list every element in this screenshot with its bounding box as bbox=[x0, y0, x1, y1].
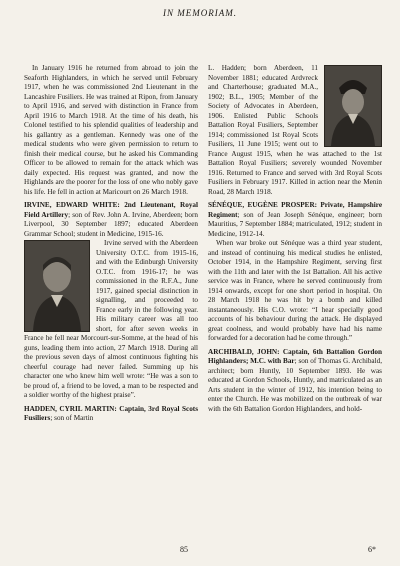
archibald-rank: : Captain, 6th Battalion Gordon Highlanders; M.C. with Bar bbox=[208, 347, 382, 365]
irvine-text-2: Irvine served with the Aberdeen University O.T.C. from 1915-16, and with the Edinburgh University O.T.C. from 1916-17; he was commissioned in the R.F.A., June 1917, gained special distinction in signalling, and proceeded to France early in the following year. His military career was all too short, for after seven weeks in France he fell near Morcourt-sur-Somme, at the head of his guns, leading them into action, 27 March 1918. During all the previous seven days of almost continuous fighting his cheerful courage had never failed. Summing up his character one who knew him well wrote: “He was a son to be proud of, a friend to be loved, a man to be respected and a soldier worthy of the highest praise”. bbox=[24, 239, 198, 399]
archibald-text: ; son of Thomas G. Archibald, architect; born Huntly, 10 September 1893. He was educated at Gordon Schools, Huntly, and matriculated as an Arts student in the winter of 1912, his intention being to enter the Church. He was mobilized on the outbreak of war with the 6th Battalion Gordon Highlanders, and hold- bbox=[208, 357, 383, 413]
kennedy-continuation: In January 1916 he returned from abroad to join the Seaforth Highlanders, in which he served until February 1917, when he was commissioned 2nd Lieutenant in the Lancashire Fusiliers. He was trained at Ripon, from January to April 1916, and served with distinction in France from April 1916 to March 1918. At the time of his death, his Colonel testified to his splendid qualities of leadership and his gallantry as a gentleman. Kennedy was one of the medical students who were given permission to return to finish their medical course, but he asked his Commanding Officer to be allowed to remain for the attack which was daily expected. His request was granted, and now the Highlands are the poorer for the loss of one who nobly gave his life. He fell in action at Maricourt on 26 March 1918. bbox=[24, 64, 198, 196]
irvine-entry bbox=[24, 201, 198, 239]
irvine-rank: : 2nd Lieutenant, Royal Field Artillery bbox=[24, 201, 198, 219]
archibald-name: ARCHIBALD, JOHN bbox=[208, 347, 278, 356]
archibald-entry bbox=[208, 348, 382, 415]
irvine-text-1: ; son of Rev. John A. Irvine, Aberdeen; born Liverpool, 30 September 1897; educated Aberdeen Grammar School; student in Medicine, 1915-16. bbox=[24, 210, 198, 238]
running-head: IN MEMORIAM. bbox=[163, 8, 237, 18]
hadden-portrait bbox=[324, 65, 382, 147]
hadden-entry bbox=[24, 405, 198, 424]
irvine-portrait bbox=[24, 240, 90, 332]
seneque-text-2: When war broke out Sénéque was a third year student, and instead of continuing his medical studies he enlisted, October 1914, in the Hampshire Regiment, serving first with the 11th and later with the 1st Battalion. All his active service was in France, where he served continuously from 1914 onwards, except for one short period in hospital. On 28 March 1918 he was hit by a bomb and killed instantaneously. His C.O. wrote: “I hear specially good accounts of his behaviour during the attack. He displayed great coolness, and would probably have had his name forwarded for a decoration had he come through.” bbox=[208, 239, 382, 342]
hadden-text: ; son of Martin bbox=[50, 414, 94, 422]
hadden-name: HADDEN, CYRIL MARTIN bbox=[24, 404, 115, 413]
signature-mark: 6* bbox=[368, 545, 376, 554]
seneque-rank: : Private, Hampshire Regiment bbox=[208, 201, 383, 219]
seneque-entry bbox=[208, 201, 382, 239]
seneque-text-1: ; son of Jean Joseph Sénéque, engineer; born Mauritius, 7 September 1884; matriculated, 1912; student in Medicine, 1912-14. bbox=[208, 210, 382, 238]
seneque-name: SÉNÉQUE, EUGÈNE PROSPER bbox=[208, 201, 315, 209]
hadden-rank: : Captain, 3rd Royal Scots Fusiliers bbox=[24, 404, 198, 422]
page-number: 85 bbox=[180, 545, 188, 554]
right-column bbox=[208, 64, 382, 414]
hadden-continuation: L. Hadden; born Aberdeen, 11 November 1881; educated Ardvreck and Charterhouse; graduated M.A., 1902; B.L., 1905; Member of the Society of Advocates in Aberdeen, 1906. Enlisted Public Schools Battalion Royal Fusiliers, September 1914; commissioned 1st Royal Scots Fusiliers, 11 June 1915; went out to France August 1915, when he was attached to the 1st Battalion Royal Fusiliers; severely wounded November 1916. Returned to France and served with 3rd Royal Scots Fusiliers in February 1917. Killed in action near the Menin Road, 28 March 1918. bbox=[208, 64, 382, 196]
irvine-name: IRVINE, EDWARD WHITE bbox=[24, 201, 118, 209]
left-column bbox=[24, 64, 198, 424]
